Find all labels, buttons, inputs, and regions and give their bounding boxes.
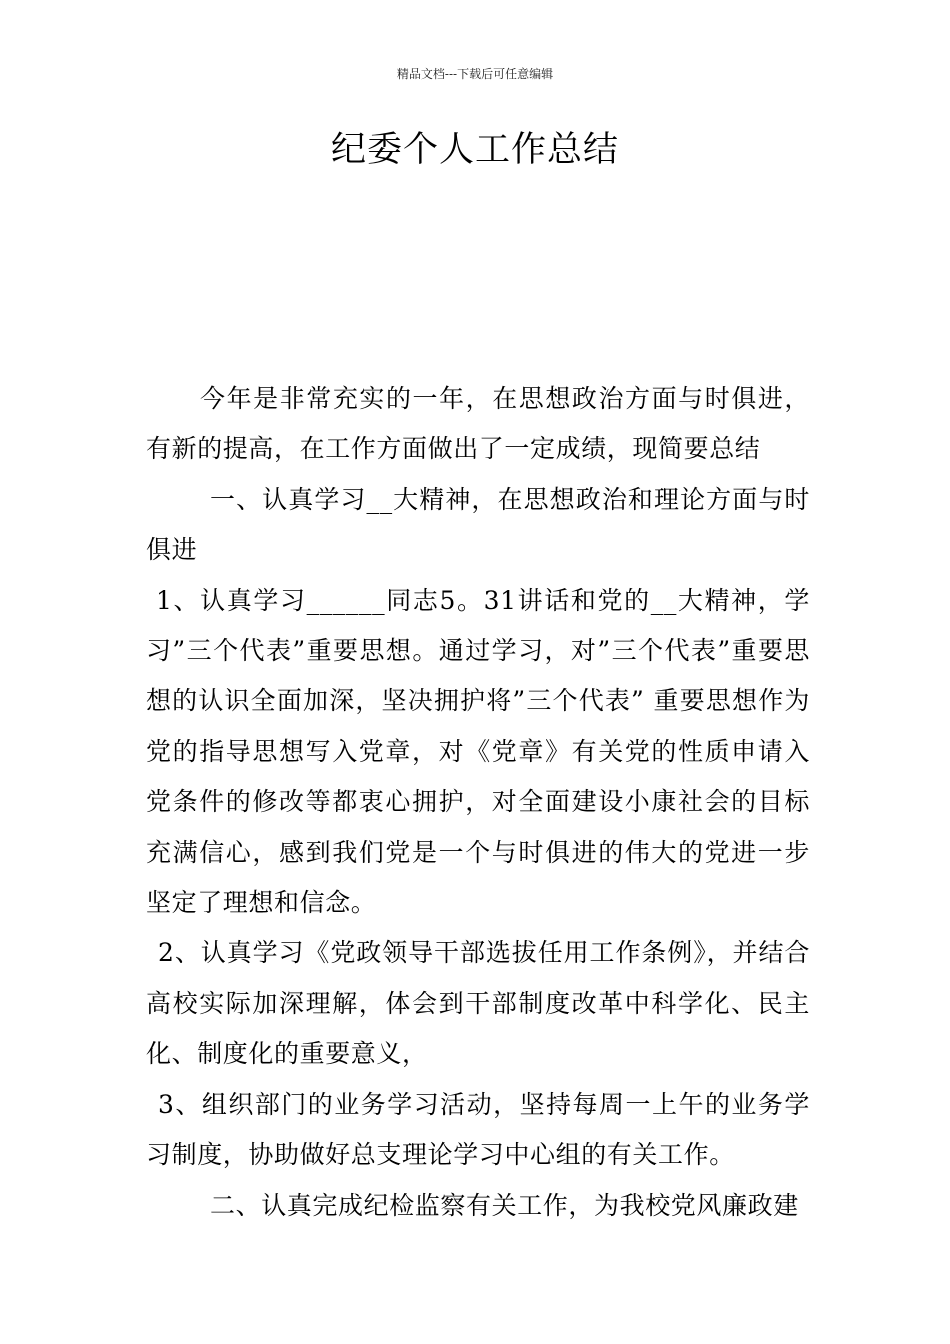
document-body [146, 374, 810, 1231]
paragraph-item-1: 1、认真学习______同志5。31讲话和党的__大精神，学习”三个代表”重要思想。通过学习，对”三个代表”重要思想的认识全面加深，坚决拥护将”三个代表” 重要思想作为党的指导思想写入党章，对《党章》有关党的性质申请入党条件的修改等都衷心拥护，对全面建设小康社会的目标充满信心，感到我们党是一个与时俱进的伟大的党进一步坚定了理想和信念。 [146, 585, 810, 918]
section-heading-2: 二、认真完成纪检监察有关工作，为我校党风廉政建 [210, 1190, 799, 1220]
page-header: 精品文档---下载后可任意编辑 [396, 67, 554, 81]
paragraph-item-2: 2、认真学习《党政领导干部选拔任用工作条例》，并结合高校实际加深理解，体会到干部制度改革中科学化、民主化、制度化的重要意义， [146, 938, 810, 1069]
document-title: 纪委个人工作总结 [330, 130, 619, 170]
paragraph-intro: 今年是非常充实的一年，在思想政治方面与时俱进，有新的提高，在工作方面做出了一定成绩，现简要总结 [146, 384, 810, 464]
section-heading-1: 一、认真学习__大精神，在思想政治和理论方面与时俱进 [146, 484, 810, 565]
paragraph-item-3: 3、组织部门的业务学习活动，坚持每周一上午的业务学习制度，协助做好总支理论学习中心组的有关工作。 [146, 1089, 810, 1170]
